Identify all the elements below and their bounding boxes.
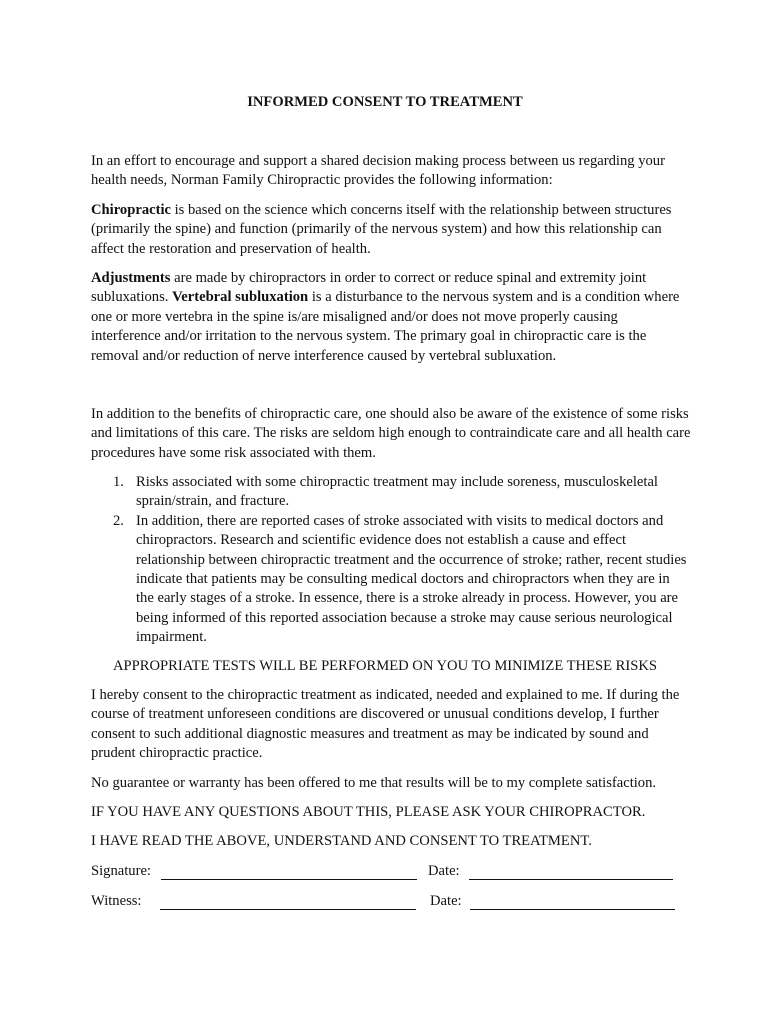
list-number: 1. [113,474,124,490]
witness-row [91,893,691,913]
witness-date-line[interactable] [470,909,675,910]
adjustments-paragraph [91,269,691,366]
chiropractic-text: is based on the science which concerns itself with the relationship between structures (primarily the spine) and function (primarily of the nervous system) and how this relationship can affect the restoration and preservation of health. [91,202,672,257]
adjustments-text-1: are made by chiropractors in order to correct or reduce spinal and extremity joint subluxations. [91,270,647,306]
list-text: Risks associated with some chiropractic treatment may include soreness, musculoskeletal sprain/strain, and fracture. [136,474,658,510]
risks-intro-paragraph: In addition to the benefits of chiropractic care, one should also be aware of the existence of some risks and limitations of this care. The risks are seldom high enough to contraindicate care and all health care procedures have some risk associated with them. [91,406,691,461]
tests-notice: APPROPRIATE TESTS WILL BE PERFORMED ON YOU TO MINIMIZE THESE RISKS [112,658,658,674]
signature-date-line[interactable] [469,879,673,880]
guarantee-statement: No guarantee or warranty has been offered to me that results will be to my complete satisfaction. [91,775,657,791]
questions-statement: IF YOU HAVE ANY QUESTIONS ABOUT THIS, PLEASE ASK YOUR CHIROPRACTOR. [91,804,646,820]
risks-list [91,473,691,648]
signature-date-label: Date: [428,863,460,879]
adjustments-term: Adjustments [91,270,171,286]
list-text: In addition, there are reported cases of stroke associated with visits to medical doctors and chiropractors. Research and scientific evidence does not establish a cause and effect relationship between chiropractic treatment and the occurrence of stroke; rather, recent studies indicate that patients may be consulting medical doctors and chiropractors when they are in the early stages of a stroke. In essence, there is a stroke already in process. However, you are being informed of this reported association because a stroke may cause serious neurological impairment. [136,512,687,646]
chiropractic-paragraph [91,201,691,259]
signature-row [91,863,691,883]
signature-label: Signature: [91,863,151,879]
form-title: INFORMED CONSENT TO TREATMENT [247,94,523,110]
list-item [91,512,691,648]
intro-paragraph: In an effort to encourage and support a shared decision making process between us regarding your health needs, Norman Family Chiropractic provides the following information: [91,153,665,189]
witness-date-label: Date: [430,893,462,909]
list-item [91,473,691,512]
read-consent-statement: I HAVE READ THE ABOVE, UNDERSTAND AND CONSENT TO TREATMENT. [91,833,592,849]
signature-line[interactable] [161,879,417,880]
list-number: 2. [113,512,124,529]
vertebral-subluxation-term: Vertebral subluxation [172,289,309,306]
adjustments-text-2: is a disturbance to the nervous system and is a condition where one or more vertebra in the spine is/are misaligned and/or does not move properly causing interference and/or irritation to the nervous system. The primary goal in chiropractic care is the removal and/or reduction of nerve interference caused by vertebral subluxation. [91,289,680,364]
consent-paragraph: I hereby consent to the chiropractic treatment as indicated, needed and explained to me. If during the course of treatment unforeseen conditions are discovered or unusual conditions develop, I further consent to such additional diagnostic measures and treatment as may be indicated by sound and prudent chiropractic practice. [91,687,680,762]
chiropractic-term: Chiropractic [91,202,171,218]
witness-line[interactable] [160,909,416,910]
witness-label: Witness: [91,893,142,909]
